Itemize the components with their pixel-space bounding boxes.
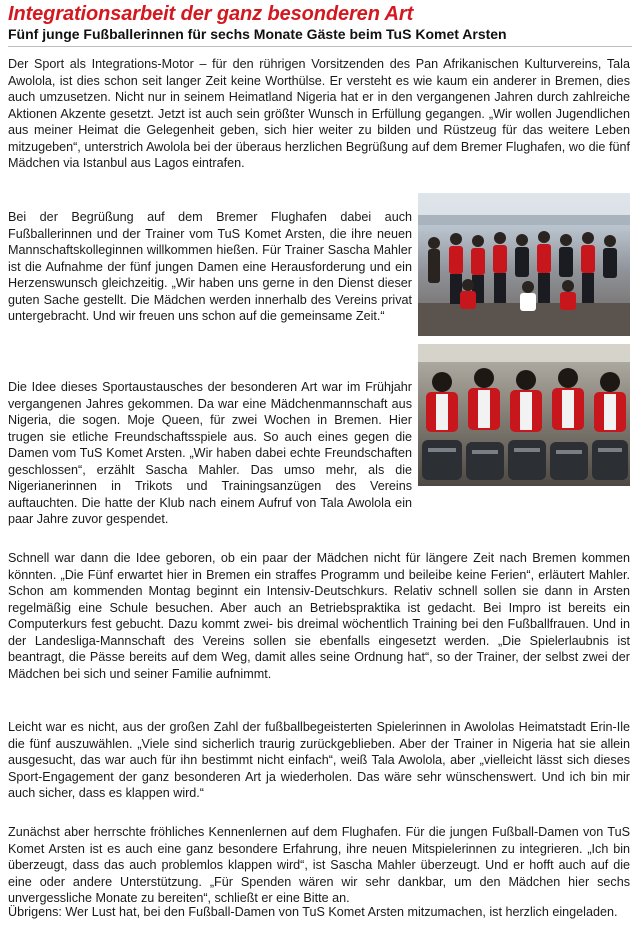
article-paragraph-1: Der Sport als Integrations-Motor – für den rührigen Vorsitzenden des Pan Afrikanischen Kulturvereins, Tala Awolola, ist dies schon seit langer Zeit keine Worthülse. Er versteht es wie kaum ein anderer in Bremen, dies auch umzusetzen. Nicht nur in seinem Heimatland Nigeria hat er in den vergangenen Jahren durch zahlreiche Aktionen Akzente gesetzt. Jetzt ist auch sein größter Wunsch in Erfüllung gegangen. „Wir wollen Jugendlichen aus meiner Heimat die Gelegenheit geben, sich hier weiter zu bilden und Rüstzeug für das weitere Leben mitzugeben“, unterstrich Awolola bei der überaus herzlichen Begrüßung auf dem Bremer Flughafen, wo die fünf Mädchen via Istanbul aus Lagos eintrafen. — [8, 57, 630, 170]
article-paragraph-4: Schnell war dann die Idee geboren, ob ein paar der Mädchen nicht für längere Zeit nach Bremen kommen könnten. „Die Fünf erwartet hier in Bremen ein straffes Programm und beileibe keine Ferien“, erläutert Mahler. Schon am kommenden Montag beginnt ein Intensiv-Deutschkurs. Relativ schnell sollen sie dann in Arsten regelmäßig eine Schule besuchen. Aber auch an Betriebspraktika ist gedacht. Bei Impro ist bereits ein Computerkurs fest gebucht. Dazu kommt zwei- bis dreimal wöchentlich Training bei den Fußballfrauen. Und in der Landesliga-Mannschaft des Vereins sollen sie ebenfalls eingesetzt werden. „Die Spielerlaubnis ist beantragt, die Pässe bereits auf dem Weg, damit alles seine Ordnung hat“, so der Trainer, der selbst zwei der Mädchen bei sich und seiner Familie aufnimmt. — [8, 551, 630, 681]
article-paragraph-5: Leicht war es nicht, aus der großen Zahl der fußballbegeisterten Spielerinnen in Awololas Heimatstadt Erin-Ile die fünf auszuwählen. „Viele sind sicherlich traurig zurückgeblieben. Aber der Trainer in Nigeria hat sie allein ausgesucht, das war auch für ihn bestimmt nicht einfach“, weiß Tala Awolola, aber „vielleicht lässt sich dieses Sport-Engagement der ganz besonderen Art ja wiederholen. Das wäre sehr wünschenswert. Und ich bin mir auch sicher, dass es klappen wird.“ — [8, 720, 630, 800]
team-group-photo-graphic — [418, 193, 630, 336]
article-paragraph-7: Übrigens: Wer Lust hat, bei den Fußball-Damen von TuS Komet Arsten mitzumachen, ist herzlich eingeladen. — [8, 905, 618, 919]
article-paragraph-2: Bei der Begrüßung auf dem Bremer Flughafen dabei auch Fußballerinnen und der Trainer vom TuS Komet Arsten, die ihre neuen Mannschaftskolleginnen willkommen hießen. Für Trainer Sascha Mahler ist die Aufnahme der fünf jungen Damen eine Herausforderung und ein Herzenswunsch gleichzeitig. „Wir haben uns gerne in den Dienst dieser guten Sache gestellt. Die Mädchen werden innerhalb des Vereins privat untergebracht. Und wir freuen uns schon auf die gemeinsame Zeit.“ — [8, 210, 412, 323]
article-paragraph-3: Die Idee dieses Sportaustausches der besonderen Art war im Frühjahr vergangenen Jahres gekommen. Da war eine Mädchenmannschaft aus Nigeria, die sogen. Moje Queen, für zwei Wochen in Bremen. Hier trugen sie etliche Freundschaftsspiele aus. So auch eines gegen die Damen vom TuS Komet Arsten. „Wir haben dabei echte Freundschaften geschlossen“, erzählt Sascha Mahler. Das umso mehr, als die Nigerianerinnen in Trikots und Trainingsanzügen des Vereins auftauchten. Die hatte der Klub nach einem Aufruf von Tala Awolola ein paar Jahre zuvor gespendet. — [8, 380, 412, 526]
players-seated-photo-graphic — [418, 344, 630, 486]
headline-divider — [8, 46, 632, 47]
article-subheadline: Fünf junge Fußballerinnen für sechs Monate Gäste beim TuS Komet Arsten — [8, 26, 507, 42]
article-headline: Integrationsarbeit der ganz besonderen Art — [8, 3, 414, 25]
article-paragraph-6: Zunächst aber herrschte fröhliches Kennenlernen auf dem Flughafen. Für die jungen Fußball-Damen von TuS Komet Arsten ist es auch eine ganz besondere Erfahrung, ihre neuen Mitspielerinnen zu integrieren. „Ich bin überzeugt, dass das auch problemlos klappen wird“, ist Sascha Mahler überzeugt. Und er hofft auch auf die eine oder andere Unterstützung. „Für Spenden wären wir sehr dankbar, um den Mädchen hier sechs unvergessliche Monate zu bereiten“, schließt er eine Bitte an. — [8, 825, 630, 905]
team-group-photo — [418, 193, 630, 336]
players-seated-photo — [418, 344, 630, 486]
